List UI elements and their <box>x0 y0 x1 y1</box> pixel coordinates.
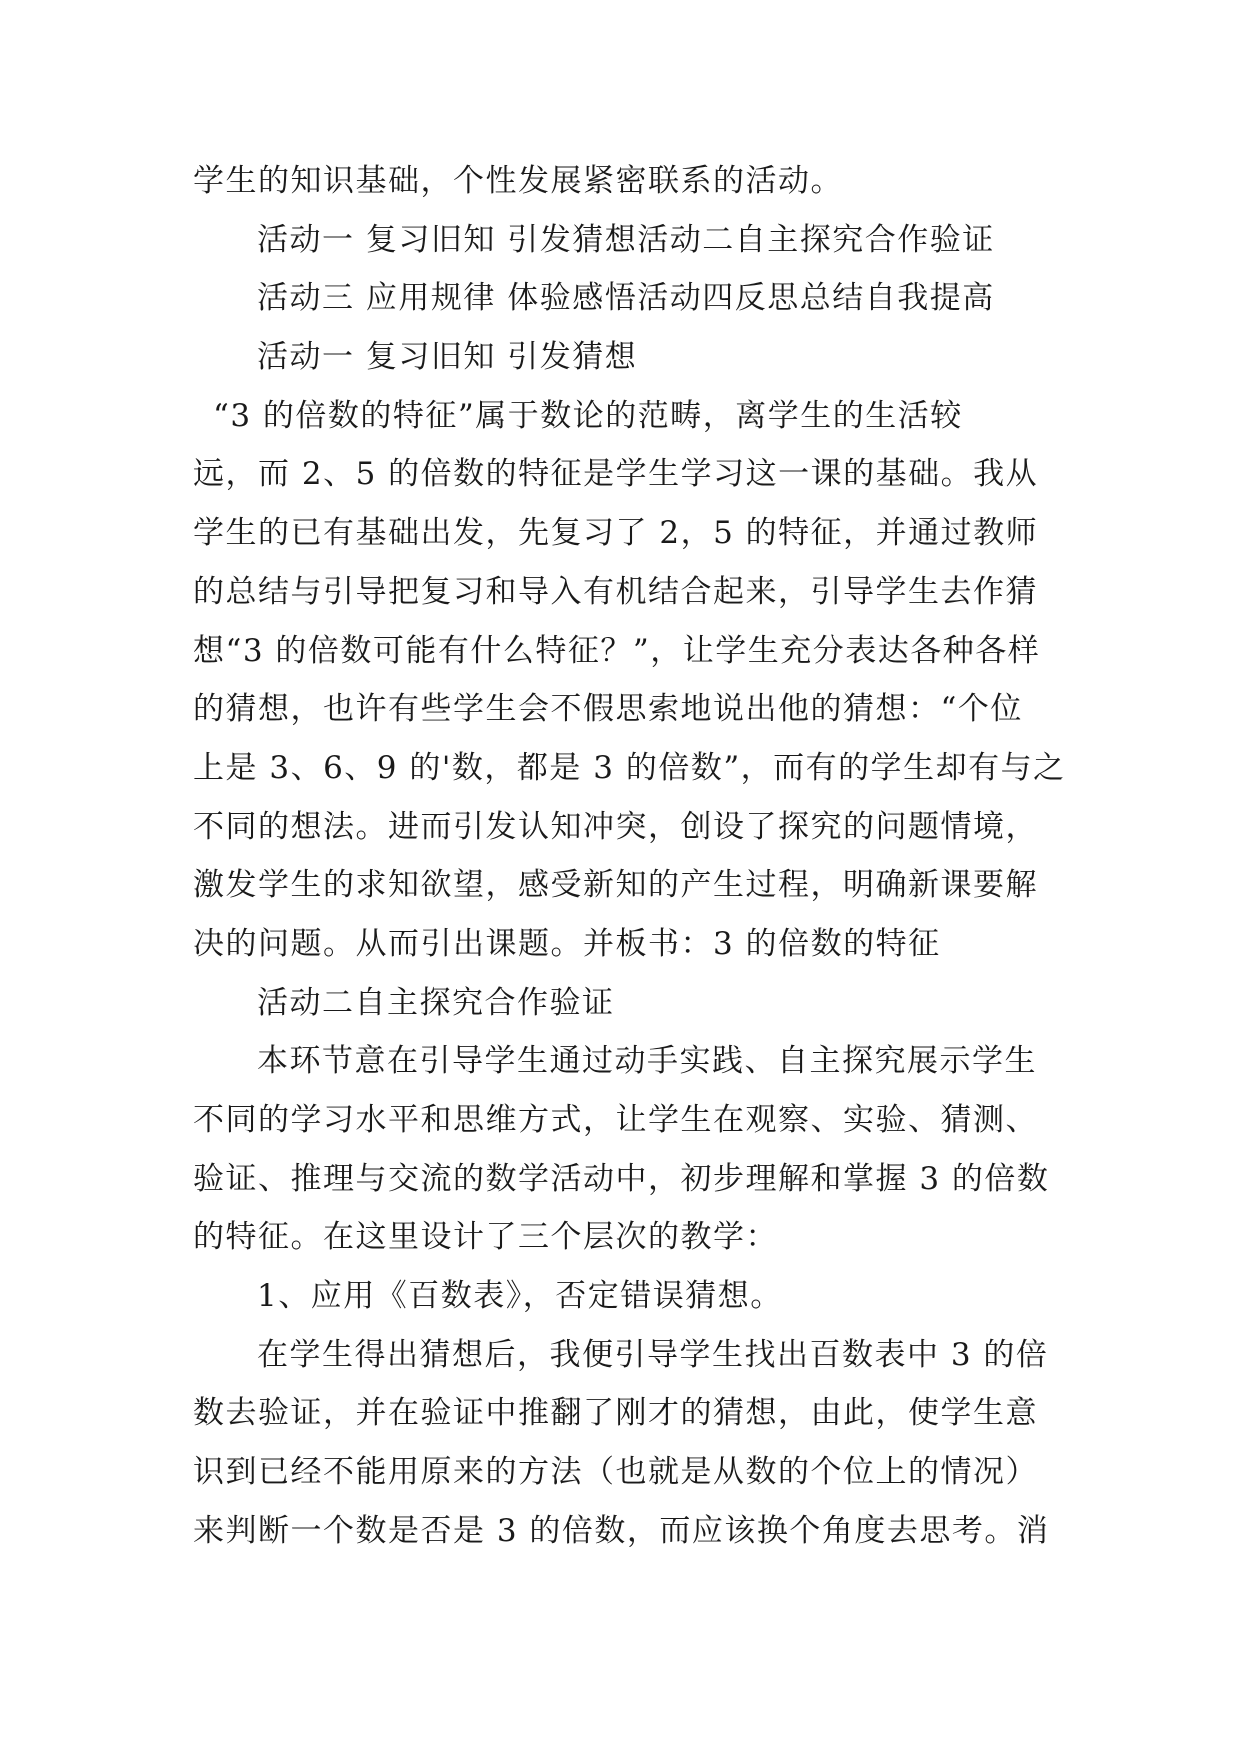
text-line: 上是 3、6、9 的'数，都是 3 的倍数”，而有的学生却有与之 <box>193 749 1066 786</box>
text-line: 识到已经不能用原来的方法（也就是从数的个位上的情况） <box>193 1454 1038 1491</box>
text-line: 在学生得出猜想后，我便引导学生找出百数表中 3 的倍 <box>257 1336 1049 1373</box>
body-text <box>193 152 1066 1561</box>
text-line: 活动一 复习旧知 引发猜想 <box>257 339 638 376</box>
text-line: 的猜想，也许有些学生会不假思索地说出他的猜想：“个位 <box>193 691 1023 728</box>
text-line: 来判断一个数是否是 3 的倍数，而应该换个角度去思考。消 <box>193 1512 1050 1549</box>
text-line: 的总结与引导把复习和导入有机结合起来，引导学生去作猜 <box>193 573 1038 610</box>
text-line: 决的问题。从而引出课题。并板书：3 的倍数的特征 <box>193 925 941 962</box>
text-line: 活动三 应用规律 体验感悟活动四反思总结自我提高 <box>257 280 995 317</box>
text-line: 活动一 复习旧知 引发猜想活动二自主探究合作验证 <box>257 221 995 258</box>
text-line: 1、应用《百数表》，否定错误猜想。 <box>257 1278 783 1315</box>
text-line: 想“3 的倍数可能有什么特征？”，让学生充分表达各种各样 <box>193 632 1041 669</box>
text-line: 本环节意在引导学生通过动手实践、自主探究展示学生 <box>257 1043 1037 1080</box>
text-line: 数去验证，并在验证中推翻了刚才的猜想，由此，使学生意 <box>193 1395 1038 1432</box>
text-line: 不同的学习水平和思维方式，让学生在观察、实验、猜测、 <box>193 1102 1038 1138</box>
text-line: 的特征。在这里设计了三个层次的教学： <box>193 1219 778 1256</box>
text-line: 验证、推理与交流的数学活动中，初步理解和掌握 3 的倍数 <box>193 1160 1050 1197</box>
text-line: 激发学生的求知欲望，感受新知的产生过程，明确新课要解 <box>193 867 1038 904</box>
text-line: 不同的想法。进而引发认知冲突，创设了探究的问题情境， <box>193 808 1038 845</box>
text-line: 学生的知识基础，个性发展紧密联系的活动。 <box>193 163 843 199</box>
text-line: 学生的已有基础出发，先复习了 2，5 的特征，并通过教师 <box>193 515 1039 552</box>
text-line: 远，而 2、5 的倍数的特征是学生学习这一课的基础。我从 <box>193 456 1039 493</box>
text-line: “3 的倍数的特征”属于数论的范畴，离学生的生活较 <box>213 397 963 434</box>
text-line: 活动二自主探究合作验证 <box>257 984 615 1021</box>
